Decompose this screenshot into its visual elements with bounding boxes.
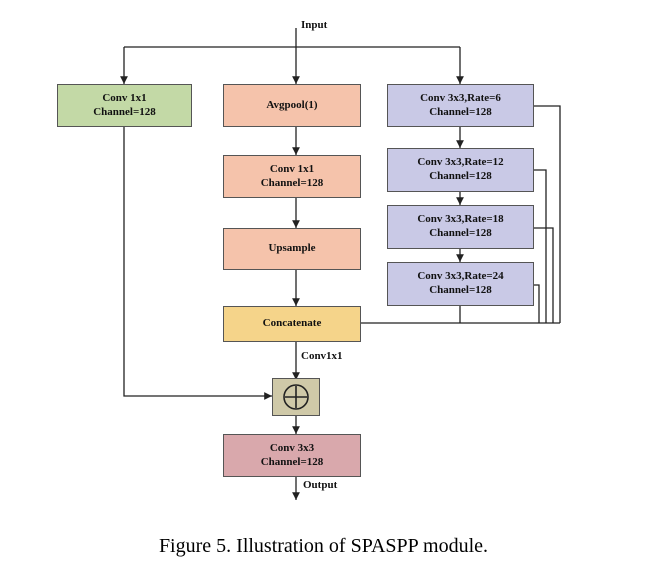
node-dilated-rate12[interactable] xyxy=(387,148,534,192)
conv1x1-edge-label: Conv1x1 xyxy=(301,350,343,362)
node-conv3x3-output[interactable] xyxy=(223,434,361,477)
input-label: Input xyxy=(301,19,328,31)
node-line-1: Avgpool(1) xyxy=(266,98,318,111)
node-line-1: Upsample xyxy=(268,242,316,255)
node-line-1: Concatenate xyxy=(262,317,322,330)
node-line-1: Conv 3x3 xyxy=(269,441,315,454)
output-label: Output xyxy=(303,479,338,491)
node-line-1: Conv 3x3,Rate=6 xyxy=(420,91,501,104)
circle-plus-icon xyxy=(281,382,311,412)
node-upsample[interactable] xyxy=(223,228,361,270)
node-line-2: Channel=128 xyxy=(429,170,492,182)
node-line-2: Channel=128 xyxy=(260,455,324,468)
node-dilated-rate18[interactable] xyxy=(387,205,534,249)
node-line-1: Conv 3x3,Rate=18 xyxy=(417,213,504,226)
figure-caption: Figure 5. Illustration of SPASPP module. xyxy=(158,535,489,557)
node-line-2: Channel=128 xyxy=(429,284,492,296)
node-line-2: Channel=128 xyxy=(260,176,324,189)
sum-operator-node[interactable] xyxy=(272,378,320,416)
node-conv1x1-left[interactable] xyxy=(57,84,192,127)
node-dilated-rate6[interactable] xyxy=(387,84,534,127)
node-line-1: Conv 3x3,Rate=24 xyxy=(417,270,504,283)
node-line-1: Conv 1x1 xyxy=(102,91,147,104)
node-line-1: Conv 1x1 xyxy=(269,162,315,175)
node-avgpool[interactable] xyxy=(223,84,361,127)
node-line-1: Conv 3x3,Rate=12 xyxy=(417,156,504,169)
node-line-2: Channel=128 xyxy=(429,105,492,118)
node-conv1x1-mid[interactable] xyxy=(223,155,361,198)
node-concatenate[interactable] xyxy=(223,306,361,342)
node-line-2: Channel=128 xyxy=(93,105,156,118)
node-dilated-rate24[interactable] xyxy=(387,262,534,306)
node-line-2: Channel=128 xyxy=(429,227,492,239)
